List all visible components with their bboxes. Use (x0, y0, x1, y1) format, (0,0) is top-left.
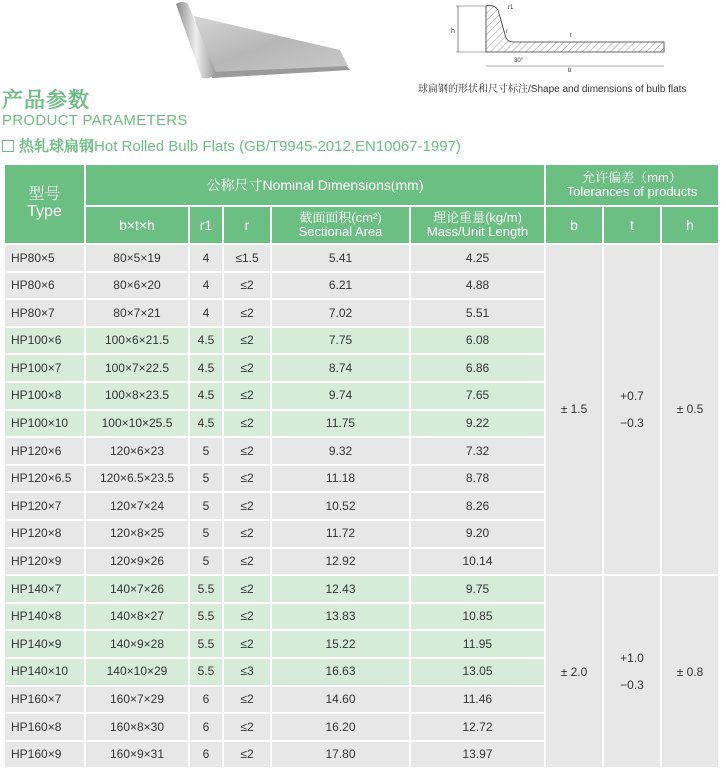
tolerance-b: ± 2.0 (545, 575, 603, 768)
cell-area: 16.20 (271, 713, 410, 741)
cell-area: 9.74 (271, 382, 410, 410)
cell-type: HP120×6.5 (4, 465, 85, 493)
dim-b-label: b (568, 68, 572, 74)
cell-area: 7.02 (271, 299, 410, 327)
tolerance-h: ± 0.5 (661, 244, 719, 575)
cell-area: 14.60 (271, 686, 410, 714)
cell-mass: 10.14 (410, 548, 545, 576)
cell-r: ≤2 (223, 272, 271, 300)
cell-area: 6.21 (271, 272, 410, 300)
cell-dimensions: 120×8×25 (85, 520, 189, 548)
cell-mass: 9.20 (410, 520, 545, 548)
cell-r: ≤2 (223, 492, 271, 520)
cell-dimensions: 160×7×29 (85, 686, 189, 714)
cell-r: ≤2 (223, 437, 271, 465)
type-header-en: Type (27, 203, 62, 220)
cell-r1: 5.5 (189, 658, 223, 686)
table-row (4, 575, 719, 603)
col-mass-header (410, 206, 545, 244)
cell-area: 15.22 (271, 630, 410, 658)
cell-area: 8.74 (271, 354, 410, 382)
cell-type: HP120×6 (4, 437, 85, 465)
cell-type: HP160×9 (4, 741, 85, 769)
cell-r: ≤2 (223, 354, 271, 382)
cell-area: 5.41 (271, 244, 410, 272)
cell-mass: 8.26 (410, 492, 545, 520)
cell-r: ≤2 (223, 603, 271, 631)
table-subtitle (2, 135, 461, 156)
cell-type: HP100×10 (4, 410, 85, 438)
tolerance-h: ± 0.8 (661, 575, 719, 768)
cell-mass: 4.25 (410, 244, 545, 272)
cell-r1: 5.5 (189, 630, 223, 658)
cell-mass: 9.22 (410, 410, 545, 438)
cell-area: 10.52 (271, 492, 410, 520)
col-type-header (4, 164, 85, 244)
cell-area: 13.83 (271, 603, 410, 631)
cell-mass: 6.08 (410, 327, 545, 355)
cell-mass: 8.78 (410, 465, 545, 493)
cell-r: ≤2 (223, 686, 271, 714)
cell-area: 11.75 (271, 410, 410, 438)
col-area-header (271, 206, 410, 244)
cell-r: ≤1.5 (223, 244, 271, 272)
cell-area: 16.63 (271, 658, 410, 686)
cell-type: HP80×6 (4, 272, 85, 300)
col-tol-t-header: t (603, 206, 661, 244)
cell-type: HP80×5 (4, 244, 85, 272)
cell-area: 7.75 (271, 327, 410, 355)
cell-dimensions: 80×5×19 (85, 244, 189, 272)
mass-header-cn: 理论重量(kg/m) (433, 209, 522, 225)
cell-r1: 4 (189, 299, 223, 327)
cell-r1: 4.5 (189, 354, 223, 382)
cell-mass: 10.85 (410, 603, 545, 631)
cell-dimensions: 80×7×21 (85, 299, 189, 327)
cell-dimensions: 120×7×24 (85, 492, 189, 520)
cell-dimensions: 100×6×21.5 (85, 327, 189, 355)
cell-type: HP100×7 (4, 354, 85, 382)
cell-r1: 6 (189, 686, 223, 714)
cell-dimensions: 140×8×27 (85, 603, 189, 631)
cell-r: ≤2 (223, 741, 271, 769)
tolerance-t-minus: −0.3 (620, 677, 644, 692)
table-row (4, 244, 719, 272)
tolerance-t-minus: −0.3 (620, 415, 644, 430)
dim-r-label: r (506, 29, 508, 35)
cell-dimensions: 120×6.5×23.5 (85, 465, 189, 493)
col-r1-header: r1 (189, 206, 223, 244)
table-body (4, 244, 719, 768)
cell-dimensions: 140×10×29 (85, 658, 189, 686)
cell-area: 17.80 (271, 741, 410, 769)
cell-mass: 13.97 (410, 741, 545, 769)
cell-r: ≤2 (223, 465, 271, 493)
cell-area: 11.72 (271, 520, 410, 548)
cell-r: ≤2 (223, 327, 271, 355)
cell-mass: 7.65 (410, 382, 545, 410)
cell-r1: 4.5 (189, 327, 223, 355)
cell-r1: 6 (189, 713, 223, 741)
cell-type: HP100×8 (4, 382, 85, 410)
cell-dimensions: 160×9×31 (85, 741, 189, 769)
diagram-caption: 球扁钢的形状和尺寸标注/Shape and dimensions of bulb flats (418, 84, 687, 95)
subtitle-en: Hot Rolled Bulb Flats (GB/T9945-2012,EN10067-1997) (94, 138, 461, 155)
cross-section-drawing (448, 2, 670, 74)
cell-type: HP160×7 (4, 686, 85, 714)
cell-r1: 4.5 (189, 382, 223, 410)
cell-r1: 5.5 (189, 603, 223, 631)
cell-mass: 9.75 (410, 575, 545, 603)
cell-r1: 5 (189, 520, 223, 548)
tolerance-t (603, 575, 661, 768)
dim-r1-label: r1 (508, 5, 514, 11)
cell-r1: 4 (189, 244, 223, 272)
col-tol-b-header: b (545, 206, 603, 244)
cell-r: ≤2 (223, 713, 271, 741)
cell-r1: 5 (189, 437, 223, 465)
cell-mass: 5.51 (410, 299, 545, 327)
cell-dimensions: 140×7×26 (85, 575, 189, 603)
cell-r: ≤2 (223, 520, 271, 548)
col-tol-h-header: h (661, 206, 719, 244)
cell-type: HP140×7 (4, 575, 85, 603)
tol-header-cn: 允许偏差（mm） (582, 170, 682, 186)
tolerance-b: ± 1.5 (545, 244, 603, 575)
cell-r: ≤2 (223, 299, 271, 327)
cell-dimensions: 100×8×23.5 (85, 382, 189, 410)
cell-r: ≤3 (223, 658, 271, 686)
tolerance-t-plus: +1.0 (620, 651, 644, 666)
cell-r1: 5.5 (189, 575, 223, 603)
cell-r: ≤2 (223, 548, 271, 576)
dim-h-label: h (451, 28, 455, 35)
cell-r: ≤2 (223, 630, 271, 658)
dim-t-label: t (570, 33, 572, 39)
cell-type: HP120×8 (4, 520, 85, 548)
subtitle-cn: 热轧球扁钢 (19, 138, 95, 155)
cell-r: ≤2 (223, 575, 271, 603)
cell-r1: 6 (189, 741, 223, 769)
area-header-cn: 截面面积(cm²) (299, 209, 382, 225)
tolerances-header (545, 164, 719, 206)
cell-dimensions: 160×8×30 (85, 713, 189, 741)
cell-dimensions: 100×10×25.5 (85, 410, 189, 438)
cell-r: ≤2 (223, 382, 271, 410)
dim-angle-label: 30° (514, 58, 524, 64)
cell-type: HP140×9 (4, 630, 85, 658)
col-r-header: r (223, 206, 271, 244)
cell-type: HP80×7 (4, 299, 85, 327)
cell-type: HP160×8 (4, 713, 85, 741)
cell-type: HP140×10 (4, 658, 85, 686)
cell-type: HP120×7 (4, 492, 85, 520)
cell-r1: 4 (189, 272, 223, 300)
cell-dimensions: 120×6×23 (85, 437, 189, 465)
cell-r1: 5 (189, 492, 223, 520)
cell-r1: 4.5 (189, 410, 223, 438)
cell-r: ≤2 (223, 410, 271, 438)
cell-area: 9.32 (271, 437, 410, 465)
area-header-en: Sectional Area (298, 224, 383, 239)
page-title-cn: 产品参数 (2, 89, 90, 112)
page-title-en: PRODUCT PARAMETERS (2, 112, 188, 129)
cell-r1: 5 (189, 465, 223, 493)
col-bth-header: b×t×h (85, 206, 189, 244)
cell-dimensions: 140×9×28 (85, 630, 189, 658)
cell-mass: 7.32 (410, 437, 545, 465)
bulb-flat-illustration (172, 0, 357, 80)
cell-area: 12.92 (271, 548, 410, 576)
cell-dimensions: 120×9×26 (85, 548, 189, 576)
cell-mass: 13.05 (410, 658, 545, 686)
cell-dimensions: 100×7×22.5 (85, 354, 189, 382)
tolerance-t-plus: +0.7 (620, 389, 644, 404)
parameters-table (3, 163, 720, 769)
tol-header-en: Tolerances of products (566, 184, 698, 199)
cell-r1: 5 (189, 548, 223, 576)
cell-type: HP120×9 (4, 548, 85, 576)
cell-dimensions: 80×6×20 (85, 272, 189, 300)
checkbox-icon (2, 140, 14, 152)
cell-mass: 11.46 (410, 686, 545, 714)
cell-area: 11.18 (271, 465, 410, 493)
cell-mass: 12.72 (410, 713, 545, 741)
cell-mass: 4.88 (410, 272, 545, 300)
cell-mass: 11.95 (410, 630, 545, 658)
cell-type: HP100×6 (4, 327, 85, 355)
type-header-cn: 型号 (28, 186, 61, 204)
nominal-dimensions-header: 公称尺寸Nominal Dimensions(mm) (85, 164, 545, 206)
tolerance-t (603, 244, 661, 575)
cell-area: 12.43 (271, 575, 410, 603)
cell-mass: 6.86 (410, 354, 545, 382)
cell-type: HP140×8 (4, 603, 85, 631)
mass-header-en: Mass/Unit Length (426, 224, 529, 239)
